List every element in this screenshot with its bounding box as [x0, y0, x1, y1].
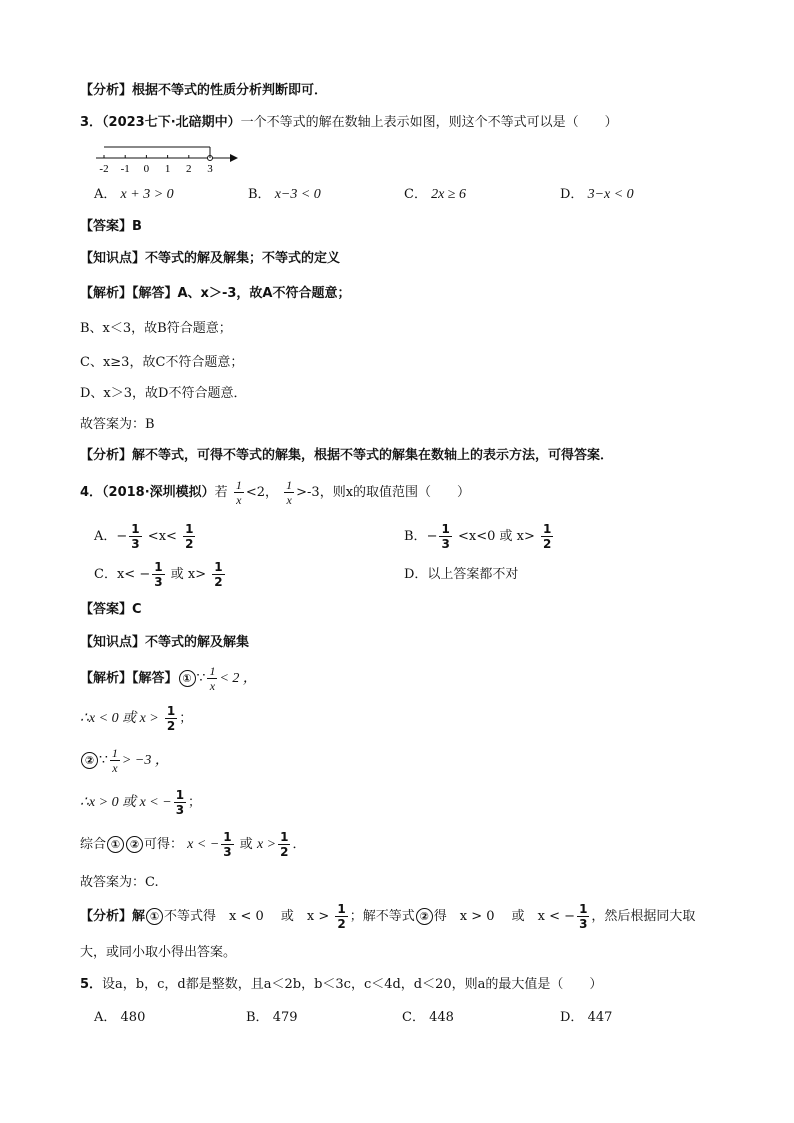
axis-tick-label: 1 [164, 163, 171, 175]
q3-option-c[interactable]: C． 2x ≥ 6 [404, 187, 466, 202]
frac-1-over-x: $\frac{1}{x}$ [235, 478, 242, 507]
frac-1-over-x: $\frac{1}{x}$ [286, 478, 293, 507]
q3-answer: 【答案】B [80, 219, 142, 234]
q4-analysis-line2: 大，或同小取小得出答案。 [80, 945, 237, 960]
q5-stem: 5．设a，b，c，d都是整数，且a＜2b，b＜3c，c＜4d，d＜20，则a的最大值是（ ） [80, 977, 603, 992]
q3-solution-1: 【解析】【解答】A、x＞-3，故A不符合题意； [80, 286, 351, 301]
q4-conclusion: 故答案为：C. [80, 875, 159, 890]
q4-stem: 4．（2018·深圳模拟）若 $\frac{1}{x}$ <2， $\frac{1}{x}$ >-3，则x的取值范围（ ） [80, 478, 471, 507]
q5-option-d[interactable]: D． 447 [560, 1010, 613, 1025]
q3-solution-3: C、x≥3，故C不符合题意； [80, 355, 244, 370]
axis-tick-label: 0 [143, 163, 150, 175]
q3-option-a[interactable]: A． x + 3 > 0 [94, 187, 174, 202]
q4-option-b[interactable]: B．− $\frac{1}{3}$ <x<0 或 x> $\frac{1}{2}$ [404, 522, 552, 551]
q3-solution-2: B、x＜3，故B符合题意； [80, 321, 232, 336]
q3-knowledge: 【知识点】不等式的解及解集；不等式的定义 [80, 251, 341, 266]
axis-tick-label: -2 [99, 163, 109, 175]
axis-tick-label: 2 [186, 163, 192, 175]
q3-analysis: 【分析】解不等式，可得不等式的解集，根据不等式的解集在数轴上的表示方法，可得答案． [80, 448, 614, 463]
q4-solution-1: 【解析】【解答】 ① ∵ $\frac{1}{x}$ < 2 ， [80, 664, 257, 693]
axis-tick-label: 3 [207, 163, 213, 175]
q4-solution-3: ② ∵ $\frac{1}{x}$ > −3 ， [80, 746, 169, 776]
q3-stem: 3．（2023七下·北碚期中）一个不等式的解在数轴上表示如图，则这个不等式可以是（ ） [80, 115, 618, 130]
q4-solution-4: ∴x > 0 或 x < − $\frac{1}{3}$ ； [80, 788, 202, 817]
q4-analysis: 【分析】解 ① 不等式得 x < 0 或 x > $\frac{1}{2}$ ；解不等式 ② 得 x > 0 或 x < − $\frac{1}{3}$ ，然后根据同大取 [80, 902, 696, 931]
q5-option-c[interactable]: C． 448 [402, 1010, 454, 1025]
axis-arrow [230, 154, 238, 162]
q4-knowledge: 【知识点】不等式的解及解集 [80, 635, 250, 650]
q4-option-d[interactable]: D．以上答案都不对 [404, 567, 519, 582]
q3-option-b[interactable]: B． x−3 < 0 [248, 187, 321, 202]
q4-option-a[interactable]: A．− $\frac{1}{3}$ <x< $\frac{1}{2}$ [94, 522, 194, 551]
q4-answer: 【答案】C [80, 602, 142, 617]
q2-analysis: 【分析】根据不等式的性质分析判断即可． [80, 83, 328, 98]
q5-option-b[interactable]: B． 479 [246, 1010, 298, 1025]
q3-solution-4: D、x＞3，故D不符合题意． [80, 386, 247, 401]
q5-option-a[interactable]: A． 480 [94, 1010, 146, 1025]
q3-option-d[interactable]: D． 3−x < 0 [560, 187, 634, 202]
q4-solution-5: 综合 ① ② 可得： x < − $\frac{1}{3}$ 或 x > $\frac{1}{2}$ ． [80, 830, 306, 859]
q4-option-c[interactable]: C．x< − $\frac{1}{3}$ 或 x> $\frac{1}{2}$ [94, 560, 223, 589]
q3-solution-5: 故答案为：B [80, 417, 155, 432]
q3-number-line [92, 140, 242, 178]
axis-tick-label: -1 [120, 163, 130, 175]
q4-solution-2: ∴x < 0 或 x > $\frac{1}{2}$ ； [80, 704, 193, 733]
